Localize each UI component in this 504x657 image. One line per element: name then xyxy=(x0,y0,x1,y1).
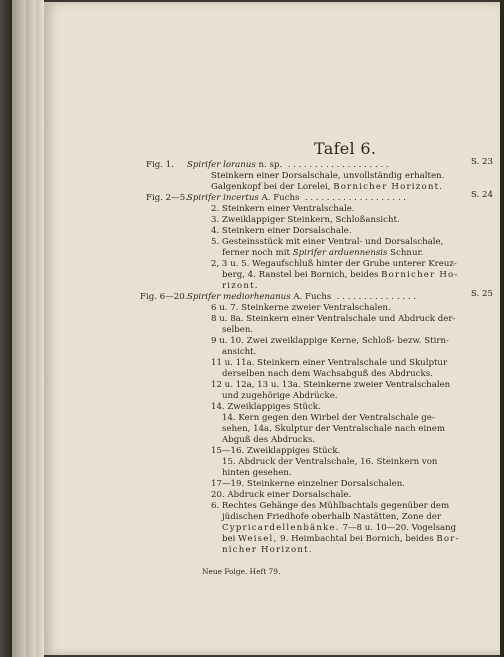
species-line-1 xyxy=(187,160,389,171)
leader-dots: . . . . . . . . . . . . . . . xyxy=(334,292,416,302)
text-line: nicher Horizont. xyxy=(222,545,313,555)
text-line: bei Weisel, 9. Heimbachtal bei Bornich, beides Bor- xyxy=(222,534,460,544)
text-line: 2. Steinkern einer Ventralschale. xyxy=(211,204,355,214)
page-ref-1: S. 23 xyxy=(471,157,493,167)
text-line: 3. Zweiklappiger Steinkern, Schloßansicht. xyxy=(211,215,400,225)
text-line: 6 u. 7. Steinkerne zweier Ventralschalen. xyxy=(211,303,391,313)
text-line: ferner noch mit Spirifer arduennensis Schnur. xyxy=(222,248,424,258)
fig-label-1: Fig. 1. xyxy=(146,160,174,170)
text-line: 12 u. 12a, 13 u. 13a. Steinkerne zweier Ventralschalen xyxy=(211,380,451,390)
species-line-3 xyxy=(187,292,416,303)
species-name: Spirifer mediorhenanus xyxy=(187,292,291,302)
species-name: Spirifer loranus xyxy=(187,160,256,170)
text-line: 8 u. 8a. Steinkern einer Ventralschale und Abdruck der- xyxy=(211,314,456,324)
fig-label-2: Fig. 2—5. xyxy=(146,193,188,203)
text-line: 11 u. 11a. Steinkern einer Ventralschale und Skulptur xyxy=(211,358,448,368)
book-edge-dark xyxy=(0,0,12,657)
page-ref-2: S. 24 xyxy=(471,190,493,200)
page-ref-3: S. 25 xyxy=(471,289,493,299)
text-line: 6. Rechtes Gehänge des Mühlbachtals gegenüber dem xyxy=(211,501,450,511)
text-line: berg, 4. Ranstel bei Bornich, beides Bornicher Ho- xyxy=(222,270,459,280)
text-line: selben. xyxy=(222,325,254,335)
text-line: hinten gesehen. xyxy=(222,468,292,478)
text-line: 2, 3 u. 5. Wegaufschluß hinter der Grube unterer Kreuz- xyxy=(211,259,457,269)
text-line: rizont. xyxy=(222,281,259,291)
leader-dots: . . . . . . . . . . . . . . . . . . . xyxy=(302,193,407,203)
text-line: 4. Steinkern einer Dorsalschale. xyxy=(211,226,352,236)
species-author: n. sp. xyxy=(255,160,283,170)
text-line: 14. Kern gegen den Wirbel der Ventralschale ge- xyxy=(222,413,435,423)
text-line: 15. Abdruck der Ventralschale, 16. Steinkern von xyxy=(222,457,438,467)
species-author: A. Fuchs xyxy=(290,292,332,302)
document-page xyxy=(44,2,500,655)
text-line: 14. Zweiklappiges Stück. xyxy=(211,402,321,412)
text-line: 17—19. Steinkerne einzelner Dorsalschalen. xyxy=(211,479,406,489)
fig-label-3: Fig. 6—20. xyxy=(140,292,188,302)
text-line: 15—16. Zweiklappiges Stück. xyxy=(211,446,341,456)
book-page-stack-3 xyxy=(36,0,44,657)
text-line: Abguß des Abdrucks. xyxy=(222,435,315,445)
text-line: jüdischen Friedhofe oberhalb Nastätten, Zone der xyxy=(222,512,441,522)
species-line-2 xyxy=(187,193,406,204)
text-line: Cypricardellenbänke. 7—8 u. 10—20. Vogelsang xyxy=(222,523,457,533)
text-line: ansicht. xyxy=(222,347,257,357)
book-page-stack xyxy=(12,0,26,657)
right-edge-shadow xyxy=(500,0,504,657)
text-line: und zugehörige Abdrücke. xyxy=(222,391,338,401)
plate-title: Tafel 6. xyxy=(314,139,377,158)
text-line: Steinkern einer Dorsalschale, unvollständig erhalten. xyxy=(211,171,445,181)
text-line: 20. Abdruck einer Dorsalschale. xyxy=(211,490,352,500)
species-name: Spirifer incertus xyxy=(187,193,259,203)
leader-dots: . . . . . . . . . . . . . . . . . . . xyxy=(284,160,389,170)
text-line: Galgenkopf bei der Lorelei, Bornicher Horizont. xyxy=(211,182,444,192)
text-line: derselben nach dem Wachsabguß des Abdrucks. xyxy=(222,369,433,379)
text-line: 5. Gesteinsstück mit einer Ventral- und Dorsalschale, xyxy=(211,237,444,247)
text-line: 9 u. 10. Zwei zweiklappige Kerne, Schloß- bezw. Stirn- xyxy=(211,336,449,346)
book-page-stack-2 xyxy=(26,0,36,657)
species-author: A. Fuchs xyxy=(258,193,300,203)
text-line: sehen, 14a. Skulptur der Ventralschale nach einem xyxy=(222,424,446,434)
footer-note: Neue Folge. Heft 79. xyxy=(202,567,281,576)
